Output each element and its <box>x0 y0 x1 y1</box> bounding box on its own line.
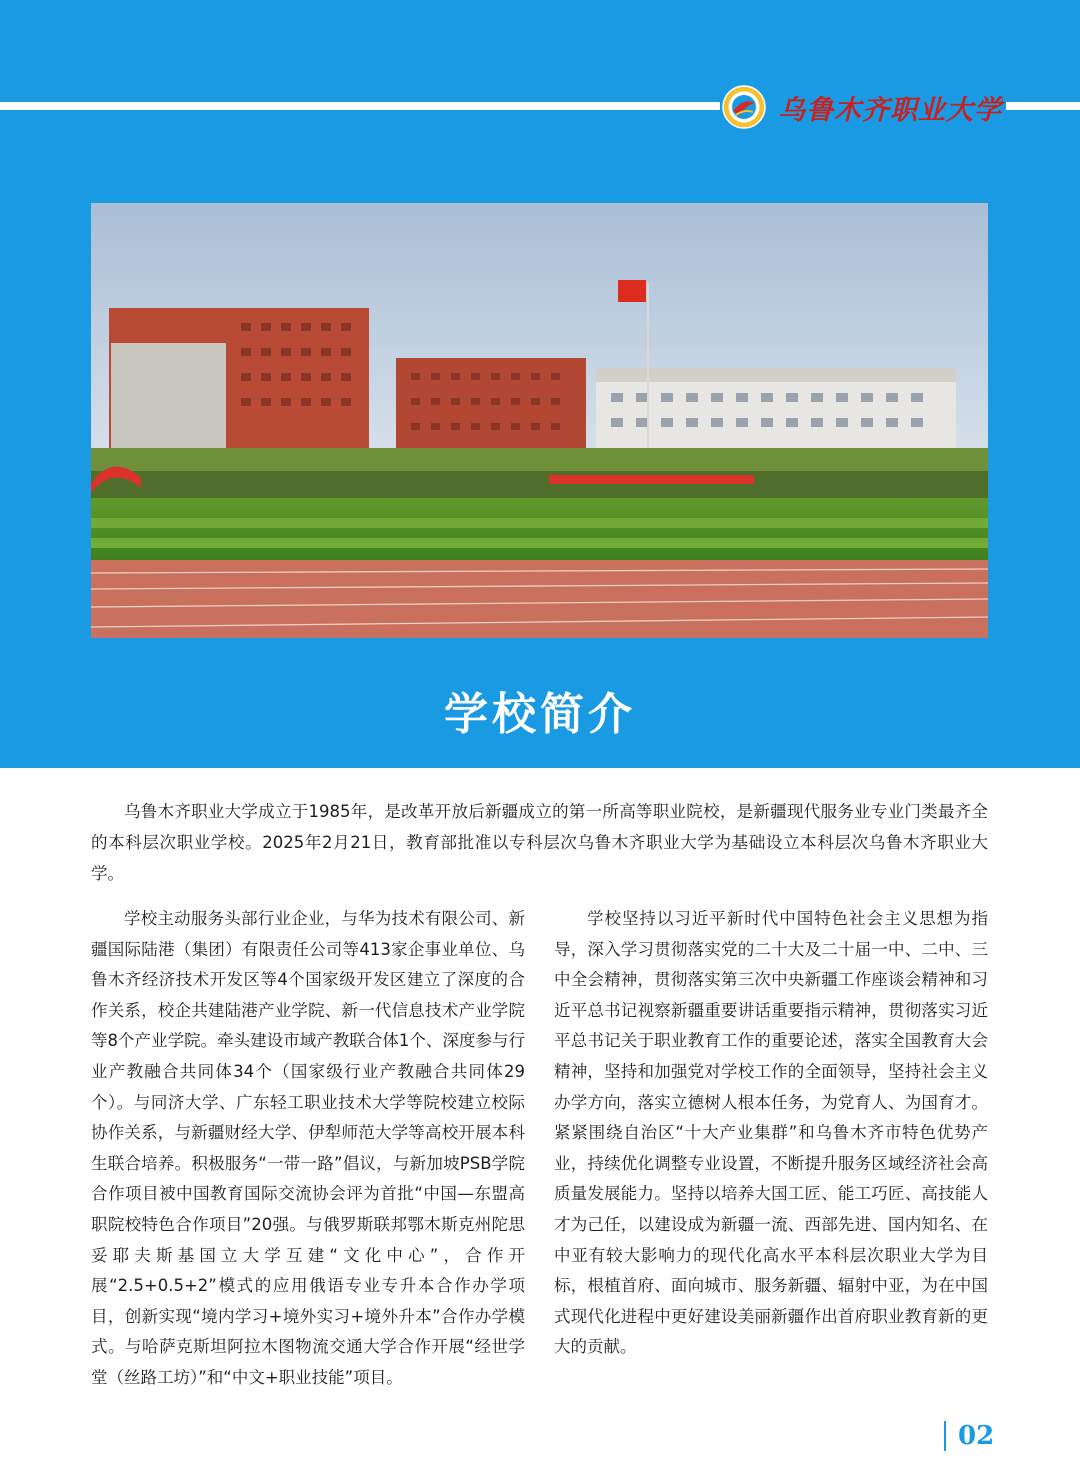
page-number-divider <box>944 1421 946 1451</box>
school-name-logotype: 乌鲁木齐职业大学 <box>774 88 1006 127</box>
left-column-paragraph: 学校主动服务头部行业企业，与华为技术有限公司、新疆国际陆港（集团）有限责任公司等413家企事业单位、乌鲁木齐经济技术开发区等4个国家级开发区建立了深度的合作关系，校企共建陆港产业学院、新一代信息技术产业学院等8个产业学院。牵头建设市域产教联合体1个、深度参与行业产教融合共同体34个（国家级行业产教融合共同体29个）。与同济大学、广东轻工职业技术大学等院校建立校际协作关系，与新疆财经大学、伊犁师范大学等高校开展本科生联合培养。积极服务“一带一路”倡议，与新加坡PSB学院合作项目被中国教育国际交流协会评为首批“中国—东盟高职院校特色合作项目”20强。与俄罗斯联邦鄂木斯克州陀思妥耶夫斯基国立大学互建“文化中心”，合作开展“2.5+0.5+2”模式的应用俄语专业专升本合作办学项目，创新实现“境内学习+境外实习+境外升本”合作办学模式。与哈萨克斯坦阿拉木图物流交通大学合作开展“经世学堂（丝路工坊）”和“中文+职业技能”项目。 <box>91 909 525 1387</box>
intro-paragraph: 乌鲁木齐职业大学成立于1985年，是改革开放后新疆成立的第一所高等职业院校，是新疆现代服务业专业门类最齐全的本科层次职业学校。2025年2月21日，教育部批准以专科层次乌鲁木齐职业大学为基础设立本科层次乌鲁木齐职业大学。 <box>91 802 988 883</box>
university-emblem-icon <box>722 85 766 129</box>
page-number <box>944 1418 994 1454</box>
header-divider-line <box>0 102 720 110</box>
campus-photo <box>91 203 988 638</box>
school-brand <box>722 84 1006 130</box>
page-title: 学校简介 <box>444 689 636 740</box>
right-column-paragraph: 学校坚持以习近平新时代中国特色社会主义思想为指导，深入学习贯彻落实党的二十大及二十届一中、二中、三中全会精神，贯彻落实第三次中央新疆工作座谈会精神和习近平总书记视察新疆重要讲话重要指示精神，贯彻落实习近平总书记关于职业教育工作的重要论述，落实全国教育大会精神，坚持和加强党对学校工作的全面领导，坚持社会主义办学方向，落实立德树人根本任务，为党育人、为国育才。紧紧围绕自治区“十大产业集群”和乌鲁木齐市特色优势产业，持续优化调整专业设置，不断提升服务区域经济社会高质量发展能力。坚持以培养大国工匠、能工巧匠、高技能人才为己任，以建设成为新疆一流、西部先进、国内知名、在中亚有较大影响力的现代化高水平本科层次职业大学为目标，根植首府、面向城市、服务新疆、辐射中亚，为在中国式现代化进程中更好建设美丽新疆作出首府职业教育新的更大的贡献。 <box>554 909 988 1357</box>
page-number-value: 02 <box>958 1421 995 1451</box>
